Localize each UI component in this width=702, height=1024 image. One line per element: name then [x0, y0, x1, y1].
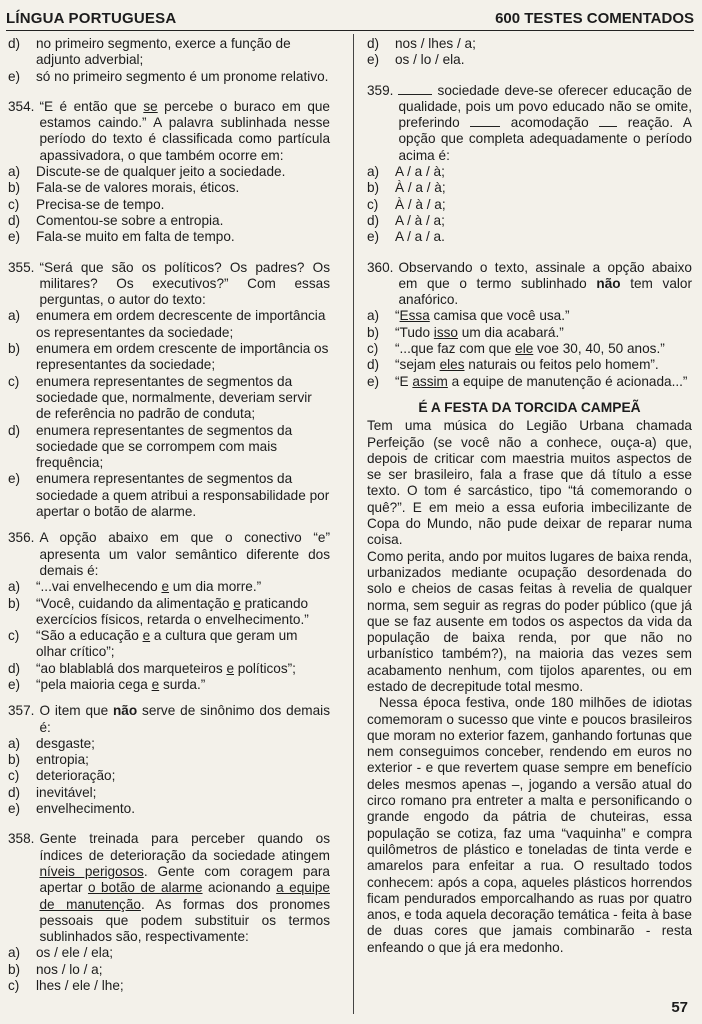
underlined-term: a equipe de manutenção: [39, 880, 330, 912]
option-d: [8, 785, 330, 801]
underlined-word: e: [233, 595, 241, 611]
text-part: “pela maioria cega: [36, 676, 152, 692]
option-b: [367, 325, 692, 341]
option-b: [8, 180, 330, 196]
stem-text: . Gente com coragem para apertar: [39, 863, 330, 896]
option-letter: b): [8, 961, 21, 977]
option-d-prev: [367, 36, 692, 52]
question-stem: “Será que são os políticos? Os padres? Os militares? Os executivos?” Com essas perguntas, o autor do texto:: [39, 259, 330, 308]
option-e: [8, 801, 330, 817]
option-letter: a): [8, 579, 21, 595]
option-text: À / à / a;: [395, 196, 446, 212]
option-d-prev: [8, 36, 330, 69]
fill-blank: [398, 83, 432, 95]
header-rule: [6, 30, 694, 31]
text-part: praticando exercícios físicos, retarda o envelhecimento.”: [36, 595, 309, 627]
option-c: [367, 341, 692, 357]
text-part: a cultura que geram um olhar crítico”;: [36, 628, 298, 660]
option-a: [367, 308, 692, 324]
underlined-word: e: [142, 628, 151, 644]
option-text: inevitável;: [36, 784, 97, 800]
option-letter: d): [8, 784, 21, 800]
text-part: “...vai envelhecendo: [36, 579, 162, 595]
page-header: [6, 8, 694, 30]
option-e: [367, 374, 692, 390]
option-text: os / ele / ela;: [36, 945, 114, 961]
option-text: A / à / a;: [395, 212, 445, 228]
option-letter: e): [8, 68, 21, 84]
option-letter: a): [8, 308, 21, 324]
option-text: enumera representantes de segmentos da sociedade a quem atribui a responsabilidade por apertar o botão de alarme.: [36, 471, 330, 520]
option-c: [8, 768, 330, 784]
stem-text: percebe o buraco em que estamos caindo.” A palavra sublinhada nesse período do texto é classificada como partícula apassivadora, o que também ocorre em:: [39, 98, 330, 163]
text-part: “sejam: [395, 357, 440, 373]
option-text: [395, 308, 692, 324]
option-c: [8, 628, 330, 661]
subject-title: LÍNGUA PORTUGUESA: [6, 10, 177, 27]
question-number: 354.: [8, 98, 35, 114]
option-text: À / a / à;: [395, 180, 446, 196]
option-letter: b): [8, 752, 21, 768]
option-a: [8, 736, 330, 752]
option-text: [36, 677, 330, 693]
option-letter: c): [367, 196, 379, 212]
underlined-word: e: [161, 579, 170, 595]
option-text: Fala-se muito em falta de tempo.: [36, 229, 235, 245]
option-b: [8, 752, 330, 768]
option-text: lhes / ele / lhe;: [36, 978, 124, 994]
fill-blank: [470, 115, 500, 127]
option-letter: a): [8, 735, 21, 751]
question-359: [367, 83, 692, 164]
question-360: [367, 260, 692, 309]
stem-text: O item que: [39, 703, 113, 719]
text-part: um dia morre.”: [169, 579, 262, 595]
stem-text: sociedade deve-se oferecer educação de qualidade, pois um povo educado não se omite, preferindo: [398, 82, 692, 131]
option-text: Fala-se de valores morais, éticos.: [36, 180, 240, 196]
option-b: [8, 962, 330, 978]
text-part: “...que faz com que: [395, 341, 516, 357]
left-column: [8, 36, 330, 994]
option-letter: e): [367, 229, 380, 245]
option-b: [8, 596, 330, 629]
stem-text: “E é então que: [39, 98, 144, 114]
underlined-word: e: [226, 660, 234, 676]
option-b: [8, 341, 330, 374]
underlined-word: isso: [433, 324, 458, 340]
option-text: [395, 325, 692, 341]
option-text: deterioração;: [36, 768, 116, 784]
text-part: voe 30, 40, 50 anos.”: [533, 341, 665, 357]
option-letter: b): [8, 180, 21, 196]
option-text: desgaste;: [36, 735, 95, 751]
question-stem: [39, 703, 330, 736]
stem-text: Gente treinada para perceber quando os índices de deterioração da sociedade atingem: [39, 831, 330, 863]
stem-text: tem valor anafórico.: [398, 275, 692, 308]
option-letter: c): [367, 341, 379, 357]
fill-blank: [599, 115, 617, 127]
stem-text: acomodação: [500, 115, 600, 131]
option-letter: d): [8, 660, 21, 676]
option-text: nos / lhes / a;: [395, 36, 476, 51]
option-e-prev: [367, 52, 692, 68]
option-c: [8, 374, 330, 423]
text-part: naturais ou feitos pelo homem”.: [464, 357, 659, 373]
option-text: A / a / à;: [395, 164, 445, 180]
underlined-word: e: [151, 676, 160, 692]
underlined-term: níveis perigosos: [39, 863, 144, 879]
article-paragraph: Tem uma música do Legião Urbana chamada Perfeição (se você não a conhece, ouça-a) que, depois de criticar com maestria muitos aspectos de se ser brasileiro, fala a frase que dá título a esse texto. O tom é sarcástico, tipo “tá comemorando o quê?”. E em meio a essa euforia imbecilizante de Copa do Mundo, não pude deixar de reparar numa coisa.: [367, 418, 692, 548]
option-text: nos / lo / a;: [36, 961, 103, 977]
article-paragraph: Como perita, ando por muitos lugares de baixa renda, urbanizados mediante ocupação desordenada do solo e cheios de casas feitas à revelia de qualquer norma, sem seguir as regras do poder público (que já que se faz ausente em todos os aspectos da vida da população de baixa renda, por que não no urbanístico também?), na maioria das vezes sem acabamento nenhum, com tijolos aparentes, ou em estado de decrepitude total mesmo.: [367, 548, 692, 694]
option-text: os / lo / ela.: [395, 52, 465, 68]
stem-text: reação. A opção que completa adequadamente o período acima é:: [398, 115, 692, 163]
option-d: [367, 357, 692, 373]
question-stem: [39, 99, 330, 164]
text-part: “: [395, 308, 400, 324]
option-letter: e): [8, 471, 21, 487]
question-stem: [39, 831, 330, 945]
option-text: no primeiro segmento, exerce a função de adjunto adverbial;: [36, 36, 291, 68]
text-part: “E: [395, 373, 413, 389]
underlined-word: eles: [439, 357, 465, 373]
text-part: surda.”: [159, 676, 206, 692]
column-divider: [353, 34, 354, 1014]
option-letter: a): [8, 164, 21, 180]
option-d: [8, 213, 330, 229]
article-title: É A FESTA DA TORCIDA CAMPEÃ: [418, 399, 641, 415]
option-b: [367, 180, 692, 196]
right-column: [367, 36, 692, 956]
option-text: [395, 357, 692, 373]
option-letter: d): [367, 357, 380, 373]
underlined-term: o botão de alarme: [87, 880, 203, 896]
text-part: “ao blablablá dos marqueteiros: [36, 660, 227, 676]
option-letter: b): [367, 180, 380, 196]
bold-word: não: [113, 703, 138, 719]
option-letter: a): [367, 164, 380, 180]
question-number: 360.: [367, 259, 394, 275]
question-354: [8, 99, 330, 164]
option-e: [367, 229, 692, 245]
option-c: [8, 978, 330, 994]
page-number: 57: [671, 999, 688, 1016]
option-text: enumera representantes de segmentos da sociedade que, normalmente, deveriam servir de referência no padrão de conduta;: [36, 373, 312, 422]
option-letter: e): [367, 373, 380, 389]
option-letter: d): [8, 36, 21, 51]
option-letter: d): [8, 422, 21, 438]
question-number: 358.: [8, 831, 35, 847]
text-part: “Você, cuidando da alimentação: [36, 595, 234, 611]
option-a: [8, 308, 330, 341]
option-letter: c): [8, 768, 20, 784]
stem-text: serve de sinônimo dos demais é:: [39, 703, 330, 735]
option-text: Precisa-se de tempo.: [36, 196, 165, 212]
option-letter: c): [8, 628, 20, 644]
option-a: [8, 945, 330, 961]
underlined-word: se: [143, 98, 158, 114]
question-number: 357.: [8, 703, 35, 719]
option-text: enumera representantes de segmentos da sociedade que se corrompem com mais frequência;: [36, 422, 293, 471]
text-part: “São a educação: [36, 628, 143, 644]
question-355: [8, 260, 330, 309]
question-358: [8, 831, 330, 945]
option-d: [8, 661, 330, 677]
book-title: 600 TESTES COMENTADOS: [495, 10, 694, 27]
stem-text: . As formas dos pronomes pessoais que podem substituir os termos sublinhados são, respectivamente:: [39, 896, 330, 945]
option-text: [395, 374, 692, 390]
option-letter: e): [8, 229, 21, 245]
option-letter: a): [8, 945, 21, 961]
option-e: [8, 229, 330, 245]
article-paragraph: Nessa época festiva, onde 180 milhões de idiotas comemoram o sucesso que vinte e poucos brasileiros que moram no exterior fazem, ganhando fortunas que nem conseguimos conceber, rendendo em euros no exterior - e que revertem quase sempre em benefício deles mesmos apenas –, jogando a versão atual do circo romano pra entreter a malta e personificando o grande engodo da pátria de chuteiras, essa população se cotiza, faz uma “vaquinha” e compra quilômetros de plástico e toneladas de tinta verde e amarelos para enfeitar a rua. O resultado todos conhecem: após a copa, aqueles plásticos horrendos ficam pendurados emporcalhando as ruas por quatro anos, e toda aquela decoração temática - feita à base de duas cores que jamais combinarão - resta enfeando o que já era medonho.: [367, 695, 692, 955]
option-e: [8, 677, 330, 693]
text-part: um dia acabará.”: [457, 324, 564, 340]
question-356: [8, 530, 330, 579]
option-text: só no primeiro segmento é um pronome relativo.: [36, 68, 329, 84]
option-text: enumera em ordem decrescente de importância os representantes da sociedade;: [36, 308, 326, 340]
option-letter: a): [367, 308, 380, 324]
text-part: camisa que você usa.”: [429, 308, 570, 324]
option-letter: b): [8, 341, 21, 357]
option-text: [36, 661, 330, 677]
option-text: [36, 579, 330, 595]
option-text: A / a / a.: [395, 229, 445, 245]
option-a: [8, 579, 330, 595]
question-357: [8, 703, 330, 736]
question-number: 356.: [8, 530, 35, 546]
option-c: [8, 197, 330, 213]
option-d: [8, 423, 330, 472]
option-text: envelhecimento.: [36, 801, 135, 817]
question-number: 355.: [8, 259, 35, 275]
option-a: [8, 164, 330, 180]
underlined-word: assim: [412, 373, 448, 389]
text-part: a equipe de manutenção é acionada...”: [447, 373, 688, 389]
option-e: [8, 471, 330, 520]
option-c: [367, 197, 692, 213]
question-stem: [398, 83, 692, 164]
stem-text: acionando: [202, 880, 277, 896]
underlined-word: ele: [515, 341, 534, 357]
option-a: [367, 164, 692, 180]
option-letter: d): [8, 212, 21, 228]
option-text: entropia;: [36, 752, 89, 768]
option-d: [367, 213, 692, 229]
question-stem: A opção abaixo em que o conectivo “e” apresenta um valor semântico diferente dos demais é:: [39, 530, 330, 578]
option-e-prev: [8, 69, 330, 85]
option-text: [36, 628, 330, 661]
option-letter: b): [8, 595, 21, 611]
option-letter: d): [367, 212, 380, 228]
option-letter: b): [367, 324, 380, 340]
option-text: Discute-se de qualquer jeito a sociedade.: [36, 164, 286, 180]
option-text: [395, 341, 692, 357]
option-text: Comentou-se sobre a entropia.: [36, 212, 224, 228]
option-letter: c): [8, 196, 20, 212]
option-letter: c): [8, 978, 20, 994]
option-letter: c): [8, 373, 20, 389]
question-number: 359.: [367, 82, 394, 98]
option-text: enumera em ordem crescente de importância os representantes da sociedade;: [36, 341, 329, 373]
bold-word: não: [596, 275, 621, 291]
underlined-word: Essa: [399, 308, 430, 324]
option-letter: e): [367, 52, 380, 68]
stem-text: Observando o texto, assinale a opção abaixo em que o termo sublinhado: [398, 259, 692, 291]
text-part: políticos”;: [234, 660, 296, 676]
option-letter: e): [8, 801, 21, 817]
option-text: [36, 596, 330, 629]
text-part: “Tudo: [395, 324, 434, 340]
option-letter: d): [367, 36, 380, 51]
option-letter: e): [8, 676, 21, 692]
question-stem: [398, 260, 692, 309]
